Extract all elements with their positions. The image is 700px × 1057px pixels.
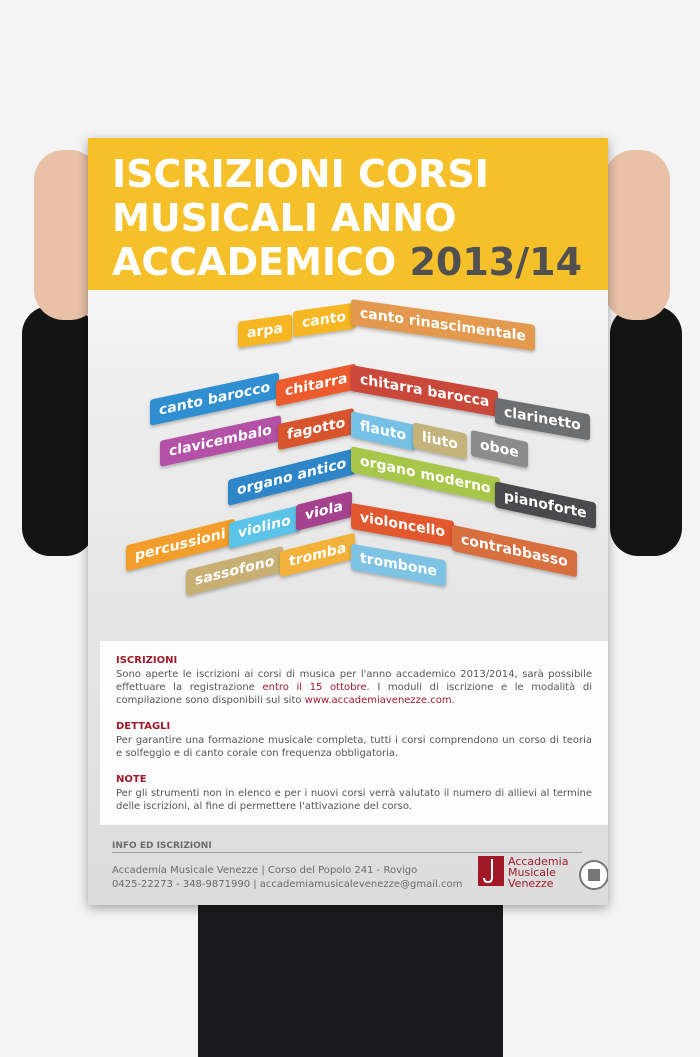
title-year: 2013/14 bbox=[409, 240, 583, 284]
course-tag-sassofono: sassofono bbox=[186, 546, 283, 596]
logo-text bbox=[508, 856, 568, 889]
logo-line-2: Musicale bbox=[508, 866, 556, 879]
section-iscrizioni-title: ISCRIZIONI bbox=[116, 655, 178, 666]
iscrizioni-text-3: . bbox=[451, 695, 455, 706]
course-tag-liuto: liuto bbox=[413, 422, 467, 459]
seal-icon bbox=[579, 860, 608, 890]
logo-line-3: Venezze bbox=[508, 877, 554, 890]
section-note-title: NOTE bbox=[116, 774, 147, 785]
section-note-text: Per gli strumenti non in elenco e per i nuovi corsi verrà valutato il numero di allievi al termine delle iscrizioni, al fine di permettere l'attivazione del corso. bbox=[116, 788, 592, 812]
course-tag-oboe: oboe bbox=[471, 430, 528, 468]
logo-line-1: Accademia bbox=[508, 855, 569, 868]
footer-address: Accademia Musicale Venezze | Corso del Popolo 241 - Rovigo bbox=[112, 865, 418, 876]
section-dettagli-text: Per garantire una formazione musicale completa, tutti i corsi comprendono un corso di teoria e solfeggio e di canto corale con frequenza obbligatoria. bbox=[116, 735, 592, 759]
footer-contacts: 0425-22273 - 348-9871990 | accademiamusicalevenezze@gmail.com bbox=[112, 879, 463, 890]
course-tag-percussioni: percussioni bbox=[126, 518, 235, 571]
course-tag-canto-rinascimentale: canto rinascimentale bbox=[351, 299, 535, 351]
course-tag-violoncello: violoncello bbox=[351, 503, 454, 547]
section-iscrizioni-text bbox=[116, 668, 592, 707]
course-tag-trombone: trombone bbox=[351, 544, 446, 587]
course-tag-viola: viola bbox=[296, 491, 352, 531]
course-tag-chitarra-barocca: chitarra barocca bbox=[351, 365, 498, 417]
course-tag-violino: violino bbox=[229, 505, 300, 549]
course-tag-tromba: tromba bbox=[280, 533, 355, 578]
info-box bbox=[100, 641, 608, 825]
course-tag-canto: canto bbox=[293, 303, 355, 338]
iscrizioni-text-2: . I moduli di iscrizione e le modalità di compilazione sono disponibili sul sito bbox=[116, 682, 592, 706]
left-arm bbox=[22, 306, 94, 556]
legs bbox=[198, 900, 503, 1057]
footer-label: INFO ED ISCRIZIONI bbox=[112, 841, 212, 851]
right-hand bbox=[604, 150, 670, 320]
website-link[interactable]: www.accademiavenezze.com bbox=[304, 695, 452, 706]
footer-divider bbox=[112, 852, 582, 853]
course-tags bbox=[88, 290, 608, 620]
accademia-logo-icon bbox=[478, 856, 504, 886]
course-tag-chitarra: chitarra bbox=[276, 363, 356, 406]
section-dettagli-title: DETTAGLI bbox=[116, 721, 171, 732]
title-line-1: ISCRIZIONI CORSI bbox=[112, 152, 489, 196]
iscrizioni-text-1: Sono aperte le iscrizioni ai corsi di musica per l'anno accademico 2013/2014, sarà possibile effettuare la registrazione bbox=[116, 669, 592, 693]
poster bbox=[88, 138, 608, 905]
course-tag-flauto: flauto bbox=[351, 411, 415, 451]
title-line-2: MUSICALI ANNO bbox=[112, 196, 457, 240]
course-tag-clarinetto: clarinetto bbox=[495, 398, 590, 441]
poster-header bbox=[88, 138, 608, 290]
deadline-highlight: entro il 15 ottobre bbox=[262, 682, 367, 693]
right-arm bbox=[610, 306, 682, 556]
course-tag-organo-moderno: organo moderno bbox=[351, 446, 500, 504]
course-tag-pianoforte: pianoforte bbox=[495, 481, 596, 528]
course-tag-organo-antico: organo antico bbox=[228, 448, 355, 506]
title-word-accademico: ACCADEMICO bbox=[112, 240, 397, 284]
course-tag-clavicembalo: clavicembalo bbox=[160, 415, 281, 467]
course-tag-fagotto: fagotto bbox=[278, 408, 354, 450]
course-tag-contrabbasso: contrabbasso bbox=[452, 525, 577, 578]
title-line-3 bbox=[112, 240, 582, 284]
course-tag-arpa: arpa bbox=[238, 314, 292, 348]
course-tag-canto-barocco: canto barocco bbox=[150, 372, 279, 425]
